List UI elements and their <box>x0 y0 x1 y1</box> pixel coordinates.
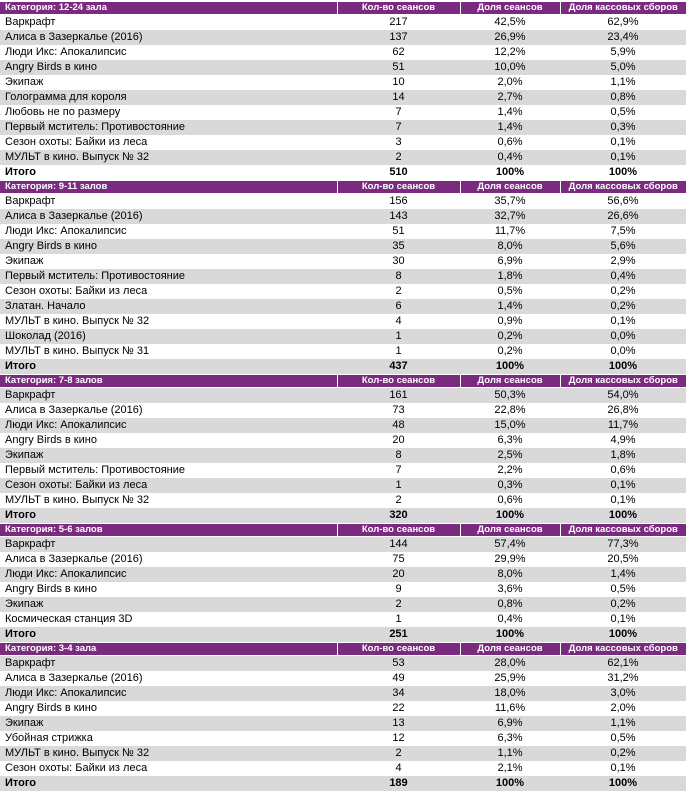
sessions-share-cell: 2,2% <box>460 463 560 478</box>
movie-row <box>0 403 686 418</box>
movie-title-cell: Первый мститель: Противостояние <box>0 463 337 478</box>
category-label: Категория: 3-4 зала <box>0 643 337 656</box>
sessions-count-cell: 2 <box>337 597 460 612</box>
boxoffice-share-cell: 0,1% <box>560 612 686 627</box>
boxoffice-share-cell: 0,8% <box>560 90 686 105</box>
total-row <box>0 165 686 181</box>
movie-title-cell: Angry Birds в кино <box>0 60 337 75</box>
category-header-row <box>0 524 686 537</box>
movie-title-cell: Первый мститель: Противостояние <box>0 120 337 135</box>
column-header-sessions: Кол-во сеансов <box>337 524 460 537</box>
movie-title-cell: Сезон охоты: Байки из леса <box>0 135 337 150</box>
boxoffice-share-cell: 2,0% <box>560 701 686 716</box>
movie-row <box>0 746 686 761</box>
boxoffice-share-cell: 0,0% <box>560 329 686 344</box>
sessions-count-cell: 137 <box>337 30 460 45</box>
total-label-cell: Итого <box>0 359 337 375</box>
boxoffice-share-cell: 1,1% <box>560 716 686 731</box>
sessions-count-cell: 2 <box>337 284 460 299</box>
boxoffice-share-cell: 1,4% <box>560 567 686 582</box>
movie-title-cell: Экипаж <box>0 597 337 612</box>
movie-title-cell: Экипаж <box>0 448 337 463</box>
sessions-count-cell: 251 <box>337 627 460 643</box>
movie-row <box>0 493 686 508</box>
movie-row <box>0 269 686 284</box>
sessions-share-cell: 2,0% <box>460 75 560 90</box>
boxoffice-share-cell: 100% <box>560 165 686 181</box>
movie-title-cell: Люди Икс: Апокалипсис <box>0 224 337 239</box>
column-header-sessions: Кол-во сеансов <box>337 181 460 194</box>
category-header-row <box>0 181 686 194</box>
boxoffice-share-cell: 23,4% <box>560 30 686 45</box>
sessions-count-cell: 156 <box>337 194 460 210</box>
sessions-share-cell: 6,3% <box>460 433 560 448</box>
movie-title-cell: Сезон охоты: Байки из леса <box>0 284 337 299</box>
boxoffice-share-cell: 1,1% <box>560 75 686 90</box>
boxoffice-share-cell: 1,8% <box>560 448 686 463</box>
sessions-count-cell: 49 <box>337 671 460 686</box>
sessions-share-cell: 6,9% <box>460 716 560 731</box>
movie-title-cell: Angry Birds в кино <box>0 701 337 716</box>
sessions-count-cell: 51 <box>337 224 460 239</box>
movie-title-cell: Angry Birds в кино <box>0 239 337 254</box>
movie-title-cell: Алиса в Зазеркалье (2016) <box>0 30 337 45</box>
movie-row <box>0 90 686 105</box>
movie-row <box>0 299 686 314</box>
movie-row <box>0 463 686 478</box>
sessions-count-cell: 320 <box>337 508 460 524</box>
sessions-share-cell: 15,0% <box>460 418 560 433</box>
report-table-body <box>0 2 686 791</box>
boxoffice-share-cell: 7,5% <box>560 224 686 239</box>
boxoffice-share-cell: 0,3% <box>560 120 686 135</box>
movie-row <box>0 209 686 224</box>
boxoffice-share-cell: 77,3% <box>560 537 686 553</box>
total-row <box>0 627 686 643</box>
boxoffice-share-cell: 20,5% <box>560 552 686 567</box>
boxoffice-share-cell: 0,6% <box>560 463 686 478</box>
movie-row <box>0 433 686 448</box>
movie-row <box>0 224 686 239</box>
movie-title-cell: Шоколад (2016) <box>0 329 337 344</box>
column-header-share-sessions: Доля сеансов <box>460 524 560 537</box>
movie-title-cell: Варкрафт <box>0 194 337 210</box>
boxoffice-share-cell: 3,0% <box>560 686 686 701</box>
movie-row <box>0 60 686 75</box>
sessions-count-cell: 48 <box>337 418 460 433</box>
sessions-share-cell: 1,4% <box>460 120 560 135</box>
movie-row <box>0 284 686 299</box>
category-label: Категория: 5-6 залов <box>0 524 337 537</box>
movie-title-cell: Экипаж <box>0 254 337 269</box>
sessions-count-cell: 35 <box>337 239 460 254</box>
total-label-cell: Итого <box>0 165 337 181</box>
sessions-count-cell: 9 <box>337 582 460 597</box>
movie-title-cell: Алиса в Зазеркалье (2016) <box>0 671 337 686</box>
total-label-cell: Итого <box>0 627 337 643</box>
movie-row <box>0 45 686 60</box>
sessions-count-cell: 1 <box>337 329 460 344</box>
sessions-count-cell: 7 <box>337 105 460 120</box>
sessions-share-cell: 100% <box>460 508 560 524</box>
movie-row <box>0 478 686 493</box>
sessions-share-cell: 18,0% <box>460 686 560 701</box>
sessions-share-cell: 35,7% <box>460 194 560 210</box>
sessions-count-cell: 1 <box>337 478 460 493</box>
sessions-share-cell: 0,4% <box>460 612 560 627</box>
column-header-sessions: Кол-во сеансов <box>337 375 460 388</box>
boxoffice-share-cell: 0,2% <box>560 299 686 314</box>
movie-row <box>0 194 686 210</box>
category-label: Категория: 7-8 залов <box>0 375 337 388</box>
movie-row <box>0 15 686 31</box>
sessions-share-cell: 100% <box>460 776 560 791</box>
movie-title-cell: Angry Birds в кино <box>0 582 337 597</box>
sessions-share-cell: 0,6% <box>460 135 560 150</box>
sessions-count-cell: 12 <box>337 731 460 746</box>
movie-row <box>0 597 686 612</box>
boxoffice-share-cell: 100% <box>560 776 686 791</box>
total-row <box>0 508 686 524</box>
boxoffice-share-cell: 62,1% <box>560 656 686 672</box>
boxoffice-share-cell: 0,2% <box>560 597 686 612</box>
boxoffice-share-cell: 0,0% <box>560 344 686 359</box>
sessions-count-cell: 20 <box>337 433 460 448</box>
sessions-count-cell: 75 <box>337 552 460 567</box>
sessions-share-cell: 6,3% <box>460 731 560 746</box>
movie-title-cell: Сезон охоты: Байки из леса <box>0 761 337 776</box>
boxoffice-share-cell: 2,9% <box>560 254 686 269</box>
category-header-row <box>0 643 686 656</box>
movie-title-cell: Варкрафт <box>0 537 337 553</box>
sessions-count-cell: 73 <box>337 403 460 418</box>
sessions-count-cell: 10 <box>337 75 460 90</box>
movie-row <box>0 418 686 433</box>
boxoffice-share-cell: 56,6% <box>560 194 686 210</box>
movie-row <box>0 582 686 597</box>
sessions-share-cell: 0,4% <box>460 150 560 165</box>
movie-title-cell: Убойная стрижка <box>0 731 337 746</box>
sessions-count-cell: 143 <box>337 209 460 224</box>
sessions-share-cell: 10,0% <box>460 60 560 75</box>
total-label-cell: Итого <box>0 508 337 524</box>
sessions-count-cell: 7 <box>337 120 460 135</box>
movie-title-cell: Голограмма для короля <box>0 90 337 105</box>
boxoffice-share-cell: 0,1% <box>560 150 686 165</box>
movie-title-cell: Космическая станция 3D <box>0 612 337 627</box>
total-row <box>0 359 686 375</box>
sessions-count-cell: 1 <box>337 344 460 359</box>
movie-title-cell: Алиса в Зазеркалье (2016) <box>0 209 337 224</box>
column-header-share-box: Доля кассовых сборов <box>560 375 686 388</box>
sessions-share-cell: 3,6% <box>460 582 560 597</box>
sessions-share-cell: 8,0% <box>460 239 560 254</box>
boxoffice-share-cell: 0,1% <box>560 135 686 150</box>
boxoffice-share-cell: 11,7% <box>560 418 686 433</box>
sessions-count-cell: 3 <box>337 135 460 150</box>
movie-row <box>0 314 686 329</box>
sessions-count-cell: 161 <box>337 388 460 404</box>
movie-title-cell: Алиса в Зазеркалье (2016) <box>0 403 337 418</box>
sessions-share-cell: 12,2% <box>460 45 560 60</box>
sessions-count-cell: 51 <box>337 60 460 75</box>
movie-title-cell: Варкрафт <box>0 15 337 31</box>
sessions-count-cell: 53 <box>337 656 460 672</box>
boxoffice-share-cell: 54,0% <box>560 388 686 404</box>
sessions-share-cell: 29,9% <box>460 552 560 567</box>
movie-row <box>0 567 686 582</box>
sessions-count-cell: 13 <box>337 716 460 731</box>
boxoffice-share-cell: 100% <box>560 627 686 643</box>
boxoffice-share-cell: 100% <box>560 359 686 375</box>
boxoffice-share-cell: 31,2% <box>560 671 686 686</box>
boxoffice-share-cell: 0,5% <box>560 105 686 120</box>
movie-row <box>0 552 686 567</box>
sessions-count-cell: 22 <box>337 701 460 716</box>
sessions-share-cell: 26,9% <box>460 30 560 45</box>
movie-title-cell: МУЛЬТ в кино. Выпуск № 32 <box>0 493 337 508</box>
movie-row <box>0 656 686 672</box>
movie-row <box>0 120 686 135</box>
sessions-share-cell: 100% <box>460 165 560 181</box>
sessions-count-cell: 1 <box>337 612 460 627</box>
movie-title-cell: МУЛЬТ в кино. Выпуск № 31 <box>0 344 337 359</box>
boxoffice-share-cell: 0,1% <box>560 314 686 329</box>
sessions-count-cell: 2 <box>337 150 460 165</box>
category-label: Категория: 12-24 зала <box>0 2 337 15</box>
sessions-count-cell: 4 <box>337 314 460 329</box>
sessions-count-cell: 34 <box>337 686 460 701</box>
boxoffice-share-cell: 0,4% <box>560 269 686 284</box>
movie-title-cell: Варкрафт <box>0 656 337 672</box>
sessions-count-cell: 437 <box>337 359 460 375</box>
sessions-share-cell: 11,6% <box>460 701 560 716</box>
boxoffice-share-cell: 5,9% <box>560 45 686 60</box>
movie-row <box>0 686 686 701</box>
column-header-share-sessions: Доля сеансов <box>460 643 560 656</box>
movie-row <box>0 671 686 686</box>
column-header-share-sessions: Доля сеансов <box>460 181 560 194</box>
column-header-sessions: Кол-во сеансов <box>337 2 460 15</box>
movie-title-cell: Варкрафт <box>0 388 337 404</box>
movie-title-cell: МУЛЬТ в кино. Выпуск № 32 <box>0 746 337 761</box>
movie-row <box>0 239 686 254</box>
sessions-share-cell: 42,5% <box>460 15 560 31</box>
movie-row <box>0 731 686 746</box>
sessions-share-cell: 11,7% <box>460 224 560 239</box>
sessions-share-cell: 32,7% <box>460 209 560 224</box>
boxoffice-share-cell: 5,6% <box>560 239 686 254</box>
movie-title-cell: Angry Birds в кино <box>0 433 337 448</box>
column-header-share-box: Доля кассовых сборов <box>560 524 686 537</box>
movie-title-cell: Любовь не по размеру <box>0 105 337 120</box>
movie-title-cell: Златан. Начало <box>0 299 337 314</box>
column-header-share-box: Доля кассовых сборов <box>560 2 686 15</box>
column-header-sessions: Кол-во сеансов <box>337 643 460 656</box>
boxoffice-share-cell: 0,5% <box>560 731 686 746</box>
sessions-count-cell: 14 <box>337 90 460 105</box>
boxoffice-share-cell: 0,1% <box>560 478 686 493</box>
sessions-count-cell: 510 <box>337 165 460 181</box>
movie-title-cell: Экипаж <box>0 716 337 731</box>
movie-title-cell: Первый мститель: Противостояние <box>0 269 337 284</box>
sessions-count-cell: 20 <box>337 567 460 582</box>
sessions-share-cell: 22,8% <box>460 403 560 418</box>
movie-row <box>0 30 686 45</box>
movie-title-cell: Алиса в Зазеркалье (2016) <box>0 552 337 567</box>
movie-title-cell: Сезон охоты: Байки из леса <box>0 478 337 493</box>
sessions-count-cell: 2 <box>337 493 460 508</box>
movie-row <box>0 388 686 404</box>
movie-row <box>0 329 686 344</box>
category-header-row <box>0 375 686 388</box>
sessions-share-cell: 0,2% <box>460 344 560 359</box>
sessions-share-cell: 1,4% <box>460 105 560 120</box>
sessions-share-cell: 0,6% <box>460 493 560 508</box>
movie-title-cell: Люди Икс: Апокалипсис <box>0 686 337 701</box>
movie-title-cell: МУЛЬТ в кино. Выпуск № 32 <box>0 150 337 165</box>
movie-row <box>0 701 686 716</box>
boxoffice-share-cell: 100% <box>560 508 686 524</box>
sessions-count-cell: 217 <box>337 15 460 31</box>
sessions-share-cell: 2,5% <box>460 448 560 463</box>
boxoffice-share-cell: 4,9% <box>560 433 686 448</box>
sessions-count-cell: 8 <box>337 448 460 463</box>
sessions-share-cell: 1,1% <box>460 746 560 761</box>
boxoffice-share-cell: 0,5% <box>560 582 686 597</box>
sessions-count-cell: 189 <box>337 776 460 791</box>
sessions-share-cell: 2,1% <box>460 761 560 776</box>
sessions-share-cell: 50,3% <box>460 388 560 404</box>
sessions-count-cell: 8 <box>337 269 460 284</box>
boxoffice-share-cell: 0,2% <box>560 284 686 299</box>
column-header-share-box: Доля кассовых сборов <box>560 181 686 194</box>
sessions-share-cell: 0,8% <box>460 597 560 612</box>
sessions-share-cell: 57,4% <box>460 537 560 553</box>
column-header-share-box: Доля кассовых сборов <box>560 643 686 656</box>
movie-row <box>0 75 686 90</box>
boxoffice-share-cell: 26,8% <box>560 403 686 418</box>
movie-row <box>0 150 686 165</box>
movie-row <box>0 135 686 150</box>
movie-title-cell: Люди Икс: Апокалипсис <box>0 418 337 433</box>
sessions-share-cell: 0,9% <box>460 314 560 329</box>
report-table <box>0 1 686 791</box>
movie-row <box>0 761 686 776</box>
boxoffice-share-cell: 26,6% <box>560 209 686 224</box>
boxoffice-share-cell: 0,1% <box>560 493 686 508</box>
sessions-share-cell: 0,5% <box>460 284 560 299</box>
movie-title-cell: Экипаж <box>0 75 337 90</box>
movie-row <box>0 612 686 627</box>
total-label-cell: Итого <box>0 776 337 791</box>
column-header-share-sessions: Доля сеансов <box>460 2 560 15</box>
column-header-share-sessions: Доля сеансов <box>460 375 560 388</box>
sessions-share-cell: 28,0% <box>460 656 560 672</box>
movie-title-cell: Люди Икс: Апокалипсис <box>0 567 337 582</box>
sessions-share-cell: 0,3% <box>460 478 560 493</box>
movie-title-cell: МУЛЬТ в кино. Выпуск № 32 <box>0 314 337 329</box>
total-row <box>0 776 686 791</box>
boxoffice-share-cell: 5,0% <box>560 60 686 75</box>
sessions-share-cell: 0,2% <box>460 329 560 344</box>
movie-row <box>0 344 686 359</box>
movie-row <box>0 716 686 731</box>
sessions-share-cell: 2,7% <box>460 90 560 105</box>
sessions-count-cell: 2 <box>337 746 460 761</box>
movie-row <box>0 105 686 120</box>
movie-row <box>0 448 686 463</box>
sessions-count-cell: 7 <box>337 463 460 478</box>
boxoffice-share-cell: 0,1% <box>560 761 686 776</box>
movie-row <box>0 537 686 553</box>
boxoffice-share-cell: 0,2% <box>560 746 686 761</box>
sessions-share-cell: 100% <box>460 627 560 643</box>
sessions-share-cell: 1,4% <box>460 299 560 314</box>
sessions-count-cell: 6 <box>337 299 460 314</box>
movie-row <box>0 254 686 269</box>
boxoffice-share-cell: 62,9% <box>560 15 686 31</box>
sessions-share-cell: 1,8% <box>460 269 560 284</box>
sessions-count-cell: 144 <box>337 537 460 553</box>
sessions-count-cell: 30 <box>337 254 460 269</box>
category-label: Категория: 9-11 залов <box>0 181 337 194</box>
sessions-share-cell: 25,9% <box>460 671 560 686</box>
sessions-count-cell: 62 <box>337 45 460 60</box>
category-header-row <box>0 2 686 15</box>
sessions-share-cell: 100% <box>460 359 560 375</box>
sessions-share-cell: 6,9% <box>460 254 560 269</box>
sessions-count-cell: 4 <box>337 761 460 776</box>
movie-title-cell: Люди Икс: Апокалипсис <box>0 45 337 60</box>
sessions-share-cell: 8,0% <box>460 567 560 582</box>
